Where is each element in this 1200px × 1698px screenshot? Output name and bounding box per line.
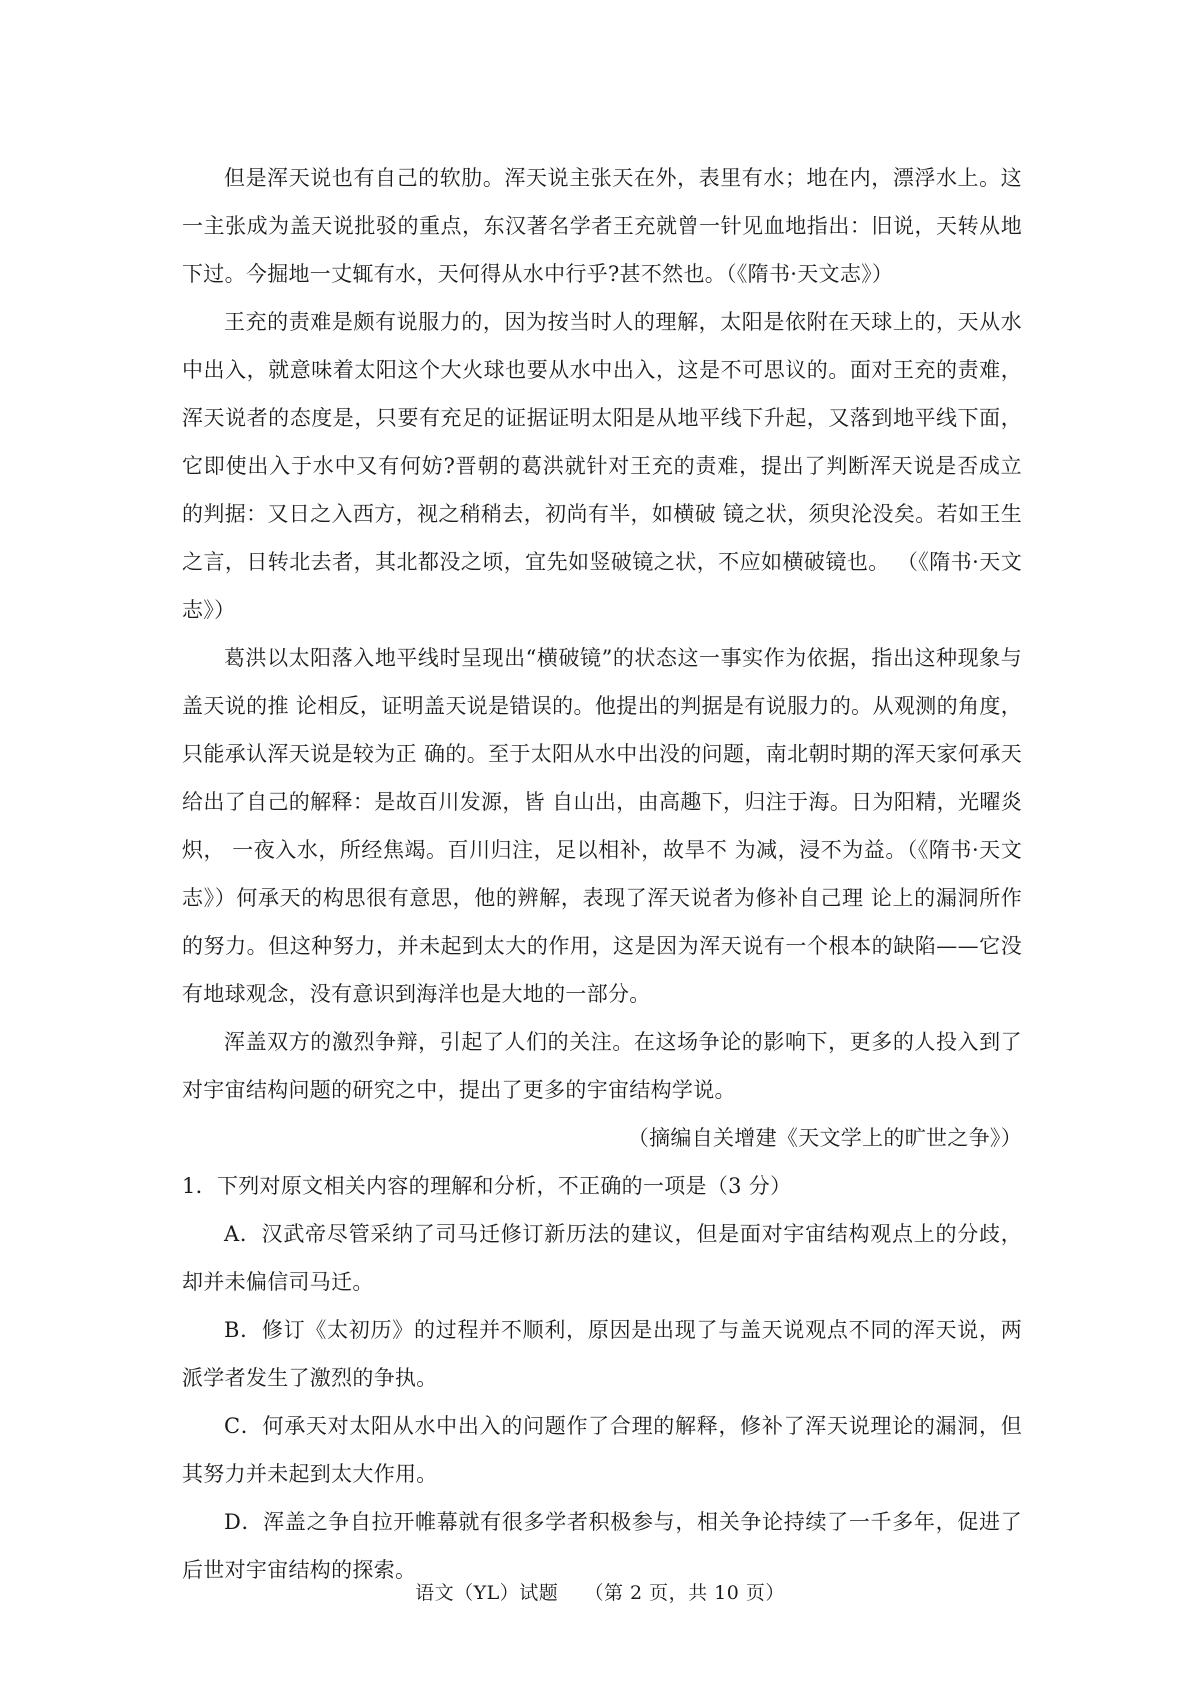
option-c: C．何承天对太阳从水中出入的问题作了合理的解释，修补了浑天说理论的漏洞，但其努力并未起到太大作用。 bbox=[182, 1414, 1022, 1486]
passage-paragraph-1: 但是浑天说也有自己的软肋。浑天说主张天在外，表里有水；地在内，漂浮水上。这一主张成为盖天说批驳的重点，东汉著名学者王充就曾一针见血地指出：旧说，天转从地下过。今掘地一丈辄有水，天何得从水中行乎?甚不然也。（《隋书·天文志》） bbox=[182, 166, 1022, 286]
passage-source: （摘编自关增建《天文学上的旷世之争》） bbox=[627, 1126, 1022, 1150]
option-d: D．浑盖之争自拉开帷幕就有很多学者积极参与，相关争论持续了一千多年，促进了后世对宇宙结构的探索。 bbox=[182, 1510, 1022, 1582]
option-a: A．汉武帝尽管采纳了司马迁修订新历法的建议，但是面对宇宙结构观点上的分歧，却并未偏信司马迁。 bbox=[182, 1222, 1022, 1294]
footer-page-number: （第 2 页，共 10 页） bbox=[584, 1582, 785, 1604]
footer-subject: 语文（YL）试题 bbox=[415, 1582, 559, 1604]
footer-spacer bbox=[558, 1582, 584, 1604]
question-stem: 1．下列对原文相关内容的理解和分析，不正确的一项是（3 分） bbox=[182, 1174, 792, 1198]
exam-body bbox=[182, 154, 1022, 1594]
option-b: B．修订《太初历》的过程并不顺利，原因是出现了与盖天说观点不同的浑天说，两派学者发生了激烈的争执。 bbox=[182, 1318, 1022, 1390]
passage-paragraph-3: 葛洪以太阳落入地平线时呈现出“横破镜”的状态这一事实作为依据，指出这种现象与盖天说的推 论相反，证明盖天说是错误的。他提出的判据是有说服力的。从观测的角度，只能承认浑天说是较为正 确的。至于太阳从水中出没的问题，南北朝时期的浑天家何承天给出了自己的解释：是故百川发源，皆 自山出，由高趣下，归注于海。日为阳精，光曜炎炽， 一夜入水，所经焦竭。百川归注，足以相补，故旱不 为减，浸不为益。（《隋书·天文志》）何承天的构思很有意思，他的辨解，表现了浑天说者为修补自己理 论上的漏洞所作的努力。但这种努力，并未起到太大的作用，这是因为浑天说有一个根本的缺陷——它没有地球观念，没有意识到海洋也是大地的一部分。 bbox=[182, 646, 1022, 1006]
passage-paragraph-4: 浑盖双方的激烈争辩，引起了人们的关注。在这场争论的影响下，更多的人投入到了对宇宙结构问题的研究之中，提出了更多的宇宙结构学说。 bbox=[182, 1030, 1022, 1102]
page-footer bbox=[0, 1578, 1200, 1605]
passage-paragraph-2: 王充的责难是颇有说服力的，因为按当时人的理解，太阳是依附在天球上的，天从水中出入，就意味着太阳这个大火球也要从水中出入，这是不可思议的。面对王充的责难，浑天说者的态度是，只要有充足的证据证明太阳是从地平线下升起，又落到地平线下面，它即使出入于水中又有何妨?晋朝的葛洪就针对王充的责难，提出了判断浑天说是否成立的判据：又日之入西方，视之稍稍去，初尚有半，如横破 镜之状，须臾沦没矣。若如王生之言，日转北去者，其北都没之顷，宜先如竖破镜之状，不应如横破镜也。 （《隋书·天文志》） bbox=[182, 310, 1022, 622]
